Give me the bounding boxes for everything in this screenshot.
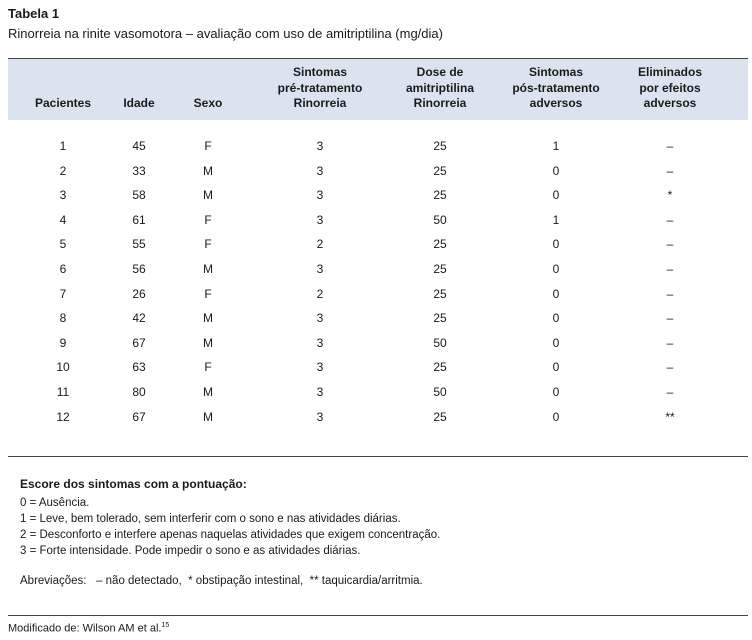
cell-sintomas-pre: 3 [316, 360, 324, 375]
cell-eliminados: – [666, 163, 674, 178]
cell-sexo: F [204, 286, 212, 301]
cell-dose: 50 [433, 384, 447, 399]
notes-line: 0 = Ausência. [20, 497, 90, 509]
table-body [8, 134, 748, 429]
cell-idade: 55 [132, 237, 146, 252]
cell-sintomas-pos: 0 [552, 384, 560, 399]
cell-sexo: M [203, 384, 213, 399]
cell-idade: 33 [132, 163, 146, 178]
cell-idade: 56 [132, 261, 146, 276]
cell-paciente: 12 [56, 409, 70, 424]
cell-sexo: F [204, 139, 212, 153]
cell-sintomas-pre: 3 [316, 261, 324, 276]
cell-sintomas-pos: 0 [552, 237, 560, 252]
cell-paciente: 7 [59, 286, 67, 301]
column-header-sintomas-pos: Sintomas pós-tratamento adversos [512, 65, 600, 110]
table-row [8, 355, 748, 380]
cell-dose: 25 [433, 360, 447, 375]
table-row [8, 159, 748, 184]
cell-sintomas-pos: 0 [552, 360, 560, 375]
cell-idade: 80 [132, 384, 146, 399]
table-row [8, 257, 748, 282]
cell-sintomas-pre: 2 [316, 237, 324, 252]
cell-idade: 67 [132, 409, 146, 424]
cell-idade: 61 [132, 212, 146, 227]
table-header [8, 58, 748, 120]
table-row [8, 208, 748, 233]
source-rule [8, 615, 748, 616]
cell-dose: 25 [433, 286, 447, 301]
cell-sexo: F [204, 212, 212, 227]
cell-eliminados: – [666, 360, 674, 375]
cell-sintomas-pre: 3 [316, 335, 324, 350]
cell-sintomas-pos: 0 [552, 311, 560, 326]
source-ref: 15 [161, 622, 170, 629]
cell-dose: 50 [433, 335, 447, 350]
cell-sintomas-pre: 3 [316, 311, 324, 326]
cell-eliminados: – [666, 384, 674, 399]
cell-idade: 63 [132, 360, 146, 375]
table-bottom-rule [8, 456, 748, 457]
cell-idade: 67 [132, 335, 146, 350]
cell-eliminados: – [666, 237, 674, 252]
notes-line: 1 = Leve, bem tolerado, sem interferir com o sono e nas atividades diárias. [20, 513, 401, 525]
cell-paciente: 11 [56, 384, 70, 399]
cell-eliminados: ** [665, 409, 675, 424]
table-row [8, 183, 748, 208]
table-row [8, 134, 748, 159]
notes-line: 2 = Desconforto e interfere apenas naquelas atividades que exigem concentração. [20, 529, 441, 541]
cell-paciente: 5 [59, 237, 67, 252]
cell-sexo: M [203, 261, 213, 276]
cell-sexo: M [203, 311, 213, 326]
table-row [8, 380, 748, 405]
table-row [8, 331, 748, 356]
cell-sintomas-pos: 1 [552, 212, 560, 227]
column-header-dose: Dose de amitriptilina Rinorreia [405, 65, 474, 110]
cell-eliminados: * [667, 188, 673, 203]
cell-eliminados: – [666, 139, 674, 153]
cell-dose: 25 [433, 188, 447, 203]
notes-heading: Escore dos sintomas com a pontuação: [20, 477, 247, 491]
cell-sintomas-pre: 3 [316, 384, 324, 399]
cell-paciente: 3 [59, 188, 67, 203]
cell-idade: 58 [132, 188, 146, 203]
table-subtitle: Rinorreia na rinite vasomotora – avaliação com uso de amitriptilina (mg/dia) [8, 26, 443, 41]
cell-eliminados: – [666, 286, 674, 301]
cell-sintomas-pos: 0 [552, 409, 560, 424]
cell-sintomas-pre: 3 [316, 163, 324, 178]
cell-dose: 50 [433, 212, 447, 227]
cell-dose: 25 [433, 237, 447, 252]
cell-sexo: F [204, 360, 212, 375]
table-row [8, 282, 748, 307]
cell-dose: 25 [433, 261, 447, 276]
column-header-pacientes: Pacientes [34, 96, 92, 110]
cell-sexo: M [203, 188, 213, 203]
cell-dose: 25 [433, 311, 447, 326]
source-text: Modificado de: Wilson AM et al. [8, 622, 162, 635]
table-row [8, 232, 748, 257]
cell-dose: 25 [433, 139, 447, 153]
abbreviations: Abreviações: – não detectado, * obstipação intestinal, ** taquicardia/arritmia. [20, 575, 423, 587]
cell-sintomas-pre: 3 [316, 409, 324, 424]
column-header-sexo: Sexo [193, 96, 223, 110]
column-header-idade: Idade [123, 96, 155, 110]
cell-paciente: 6 [59, 261, 67, 276]
table-row [8, 405, 748, 430]
cell-sintomas-pre: 2 [316, 286, 324, 301]
source-note [8, 622, 169, 635]
cell-dose: 25 [433, 163, 447, 178]
cell-eliminados: – [666, 311, 674, 326]
cell-sexo: M [203, 335, 213, 350]
cell-sintomas-pre: 3 [316, 212, 324, 227]
cell-paciente: 4 [59, 212, 67, 227]
cell-sintomas-pos: 0 [552, 286, 560, 301]
cell-paciente: 9 [59, 335, 67, 350]
cell-paciente: 2 [59, 163, 67, 178]
notes-line: 3 = Forte intensidade. Pode impedir o sono e as atividades diárias. [20, 545, 361, 557]
cell-idade: 42 [132, 311, 146, 326]
cell-eliminados: – [666, 335, 674, 350]
cell-sintomas-pos: 0 [552, 261, 560, 276]
table-row [8, 306, 748, 331]
cell-sexo: M [203, 409, 213, 424]
cell-paciente: 8 [59, 311, 67, 326]
cell-eliminados: – [666, 212, 674, 227]
column-header-eliminados: Eliminados por efeitos adversos [637, 65, 702, 110]
cell-idade: 45 [132, 139, 146, 153]
cell-sintomas-pos: 0 [552, 163, 560, 178]
table-title: Tabela 1 [8, 6, 60, 21]
cell-dose: 25 [433, 409, 447, 424]
cell-sintomas-pos: 0 [552, 188, 560, 203]
score-notes [20, 476, 440, 589]
cell-eliminados: – [666, 261, 674, 276]
cell-idade: 26 [132, 286, 146, 301]
cell-sintomas-pos: 0 [552, 335, 560, 350]
cell-sintomas-pre: 3 [316, 139, 324, 153]
cell-sintomas-pre: 3 [316, 188, 324, 203]
cell-paciente: 1 [59, 139, 67, 153]
cell-paciente: 10 [56, 360, 70, 375]
cell-sexo: F [204, 237, 212, 252]
column-header-sintomas-pre: Sintomas pré-tratamento Rinorreia [277, 65, 363, 110]
cell-sexo: M [203, 163, 213, 178]
cell-sintomas-pos: 1 [552, 139, 560, 153]
